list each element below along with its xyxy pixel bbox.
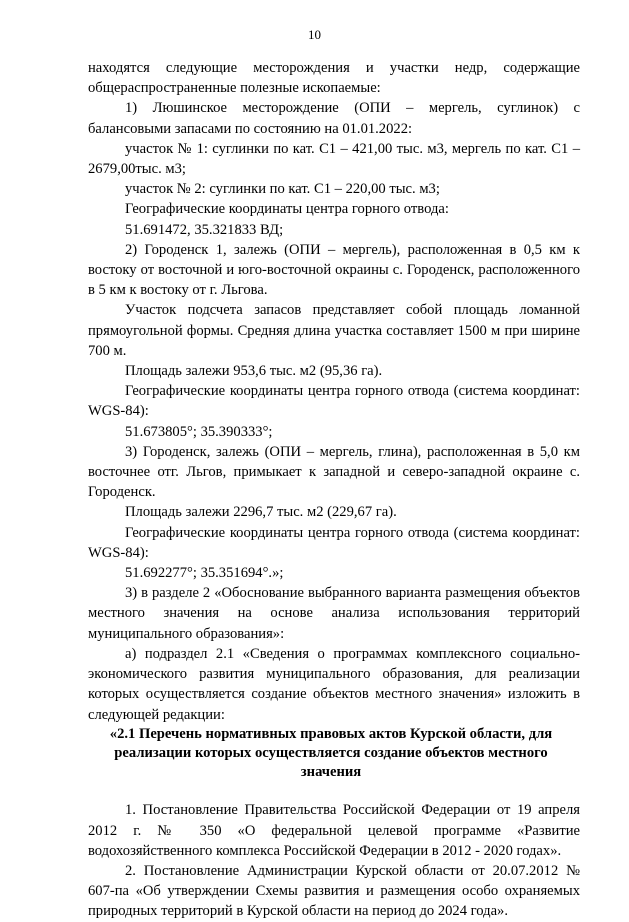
deposit-2-area: Площадь залежи 953,6 тыс. м2 (95,36 га). [125, 363, 383, 380]
deposit-3-coordinates-value: 51.692277°; 35.351694°.»; [125, 565, 284, 582]
list-item: 1. Постановление Правительства Российской Федерации от 19 апреля 2012 г. № 350 «О федеральной целевой программе «Развитие водохозяйственного комплекса Российской Федерации в 2012 - 2020 годах». [88, 802, 580, 859]
deposit-2-paragraph: 2) Городенск 1, залежь (ОПИ – мергель), расположенная в 0,5 км к востоку от восточной и юго-восточной окраины с. Городенск, расположенного в 5 км к востоку от г. Льгова. [88, 241, 580, 299]
deposit-3-coordinates-label: Географические координаты центра горного отвода (система координат: WGS-84): [88, 524, 580, 561]
section-heading: «2.1 Перечень нормативных правовых актов Курской области, для реализации которых осуществляется создание объектов местного значения [109, 725, 553, 781]
list-item: 2. Постановление Администрации Курской области от 20.07.2012 № 607-па «Об утверждении Схемы развития и размещения особо охраняемых природных территорий в Курской области на период до 2024 года». [88, 862, 580, 920]
page-number: 10 [308, 27, 321, 42]
reserve-area-paragraph: Участок подсчета запасов представляет собой площадь ломанной прямоугольной формы. Средняя длина участка составляет 1500 м при ширине 700 м. [88, 302, 580, 359]
spacer [88, 782, 580, 800]
deposit-1-paragraph: 1) Люшинское месторождение (ОПИ – мергель, суглинок) с балансовыми запасами по состоянию на 01.01.2022: [88, 100, 580, 137]
deposit-3-paragraph: 3) Городенск, залежь (ОПИ – мергель, глина), расположенная в 5,0 км восточнее отг. Льгов, примыкает к западной и северо-западной окраине с. Городенск. [88, 443, 580, 501]
plot-1-paragraph: участок № 1: суглинки по кат. С1 – 421,00 тыс. м3, мергель по кат. С1 – 2679,00тыс. м3; [88, 140, 580, 178]
deposit-2-coordinates-label: Географические координаты центра горного отвода (система координат: WGS-84): [88, 383, 580, 420]
deposit-3-area: Площадь залежи 2296,7 тыс. м2 (229,67 га). [125, 504, 397, 521]
document-body [88, 58, 580, 922]
intro-paragraph: находятся следующие месторождения и участки недр, содержащие общераспространенные полезные ископаемые: [88, 60, 580, 97]
plot-2-paragraph: участок № 2: суглинки по кат. С1 – 220,00 тыс. м3; [125, 181, 440, 198]
deposit-2-coordinates-value: 51.673805°; 35.390333°; [125, 423, 273, 440]
section-2-paragraph: 3) в разделе 2 «Обоснование выбранного варианта размещения объектов местного значения на основе анализа использования территорий муниципального образования»: [88, 585, 580, 642]
subsection-2-1-paragraph: а) подраздел 2.1 «Сведения о программах комплексного социально-экономического развития муниципального образования, для реализации которых осуществляется создание объектов местного значения» изложить в следующей редакции: [88, 645, 580, 723]
coordinates-label: Географические координаты центра горного отвода: [125, 201, 449, 218]
coordinates-value: 51.691472, 35.321833 ВД; [125, 221, 284, 238]
